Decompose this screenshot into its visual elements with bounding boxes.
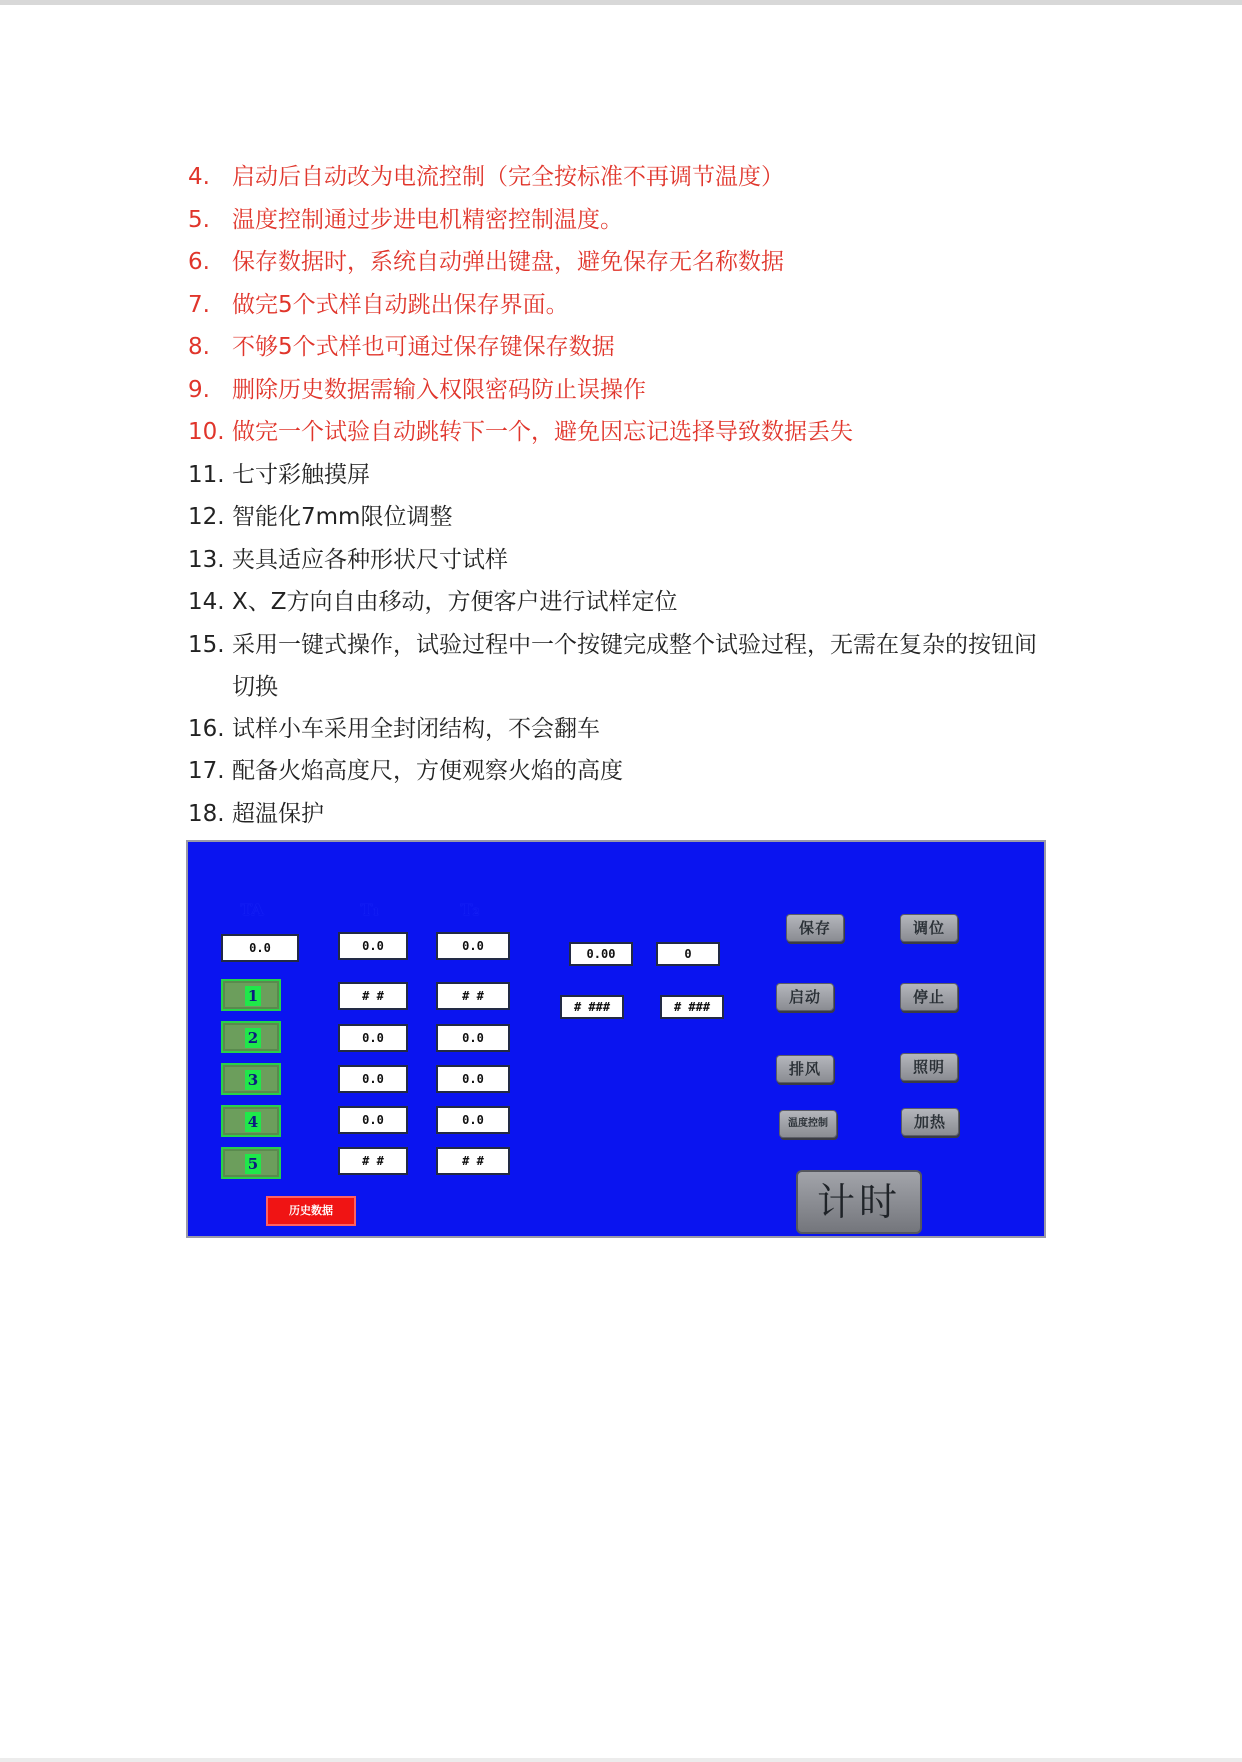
list-item: 16. 试样小车采用全封闭结构，不会翻车 bbox=[188, 715, 600, 742]
list-item: 18. 超温保护 bbox=[188, 800, 324, 827]
heat-button[interactable]: 加热 bbox=[901, 1108, 959, 1136]
sample-button-1[interactable]: 1 bbox=[221, 979, 281, 1011]
t2-field-4[interactable]: 0.0 bbox=[436, 1106, 510, 1134]
sample-button-4[interactable]: 4 bbox=[221, 1105, 281, 1137]
list-item: 13. 夹具适应各种形状尺寸试样 bbox=[188, 546, 508, 573]
t1-field-0[interactable]: 0.0 bbox=[338, 932, 408, 960]
save-button[interactable]: 保存 bbox=[786, 914, 844, 942]
stop-button[interactable]: 停止 bbox=[900, 983, 958, 1011]
t1-field-4[interactable]: 0.0 bbox=[338, 1106, 408, 1134]
sample-button-3[interactable]: 3 bbox=[221, 1063, 281, 1095]
list-item: 11. 七寸彩触摸屏 bbox=[188, 461, 370, 488]
adjust-position-button[interactable]: 调位 bbox=[900, 914, 958, 942]
t2-field-2[interactable]: 0.0 bbox=[436, 1024, 510, 1052]
temperature-control-button[interactable]: 温度控制 bbox=[779, 1110, 837, 1138]
mid-value-field-0[interactable]: 0.00 bbox=[569, 942, 633, 966]
timer-button[interactable]: 计时 bbox=[796, 1170, 922, 1234]
sample-button-5[interactable]: 5 bbox=[221, 1147, 281, 1179]
list-item: 6. 保存数据时，系统自动弹出键盘，避免保存无名称数据 bbox=[188, 249, 784, 275]
list-item: 7. 做完5个式样自动跳出保存界面。 bbox=[188, 291, 569, 318]
list-item: 9. 删除历史数据需输入权限密码防止误操作 bbox=[188, 376, 646, 403]
list-item: 10. 做完一个试验自动跳转下一个，避免因忘记选择导致数据丢失 bbox=[188, 419, 853, 445]
list-item: 17. 配备火焰高度尺，方便观察火焰的高度 bbox=[188, 758, 623, 784]
mid-value-field-1[interactable]: 0 bbox=[656, 942, 720, 966]
t2-field-0[interactable]: 0.0 bbox=[436, 932, 510, 960]
history-data-button[interactable]: 历史数据 bbox=[266, 1196, 356, 1226]
top-edge-bar bbox=[0, 0, 1242, 5]
t2-field-3[interactable]: 0.0 bbox=[436, 1065, 510, 1093]
list-item: 15. 采用一键式操作，试验过程中一个按键完成整个试验过程，无需在复杂的按钮间切换 bbox=[188, 631, 1037, 700]
light-button[interactable]: 照明 bbox=[900, 1053, 958, 1081]
t1-field-2[interactable]: 0.0 bbox=[338, 1024, 408, 1052]
list-item: 14. X、Z方向自由移动，方便客户进行试样定位 bbox=[188, 589, 678, 615]
t2-field-1[interactable]: # # bbox=[436, 982, 510, 1010]
t2-field-5[interactable]: # # bbox=[436, 1147, 510, 1175]
list-item: 4. 启动后自动改为电流控制（完全按标准不再调节温度） bbox=[188, 164, 784, 190]
ta-value-field[interactable]: 0.0 bbox=[221, 934, 299, 962]
exhaust-button[interactable]: 排风 bbox=[776, 1055, 834, 1083]
list-item: 5. 温度控制通过步进电机精密控制温度。 bbox=[188, 206, 623, 233]
mid-value-field-2[interactable]: # ### bbox=[560, 995, 624, 1019]
hmi-control-panel bbox=[186, 840, 1046, 1238]
list-item: 12. 智能化7mm限位调整 bbox=[188, 504, 453, 530]
t1-field-1[interactable]: # # bbox=[338, 982, 408, 1010]
feature-list bbox=[188, 156, 1068, 835]
mid-value-field-3[interactable]: # ### bbox=[660, 995, 724, 1019]
start-button[interactable]: 启动 bbox=[776, 983, 834, 1011]
bottom-edge-bar bbox=[0, 1758, 1242, 1762]
t1-field-5[interactable]: # # bbox=[338, 1147, 408, 1175]
list-item: 8. 不够5个式样也可通过保存键保存数据 bbox=[188, 334, 615, 360]
t1-field-3[interactable]: 0.0 bbox=[338, 1065, 408, 1093]
header-t2: T₂ bbox=[460, 900, 480, 919]
header-t1: T₁ bbox=[360, 900, 380, 919]
sample-button-2[interactable]: 2 bbox=[221, 1021, 281, 1053]
header-ta: TA bbox=[240, 900, 264, 919]
